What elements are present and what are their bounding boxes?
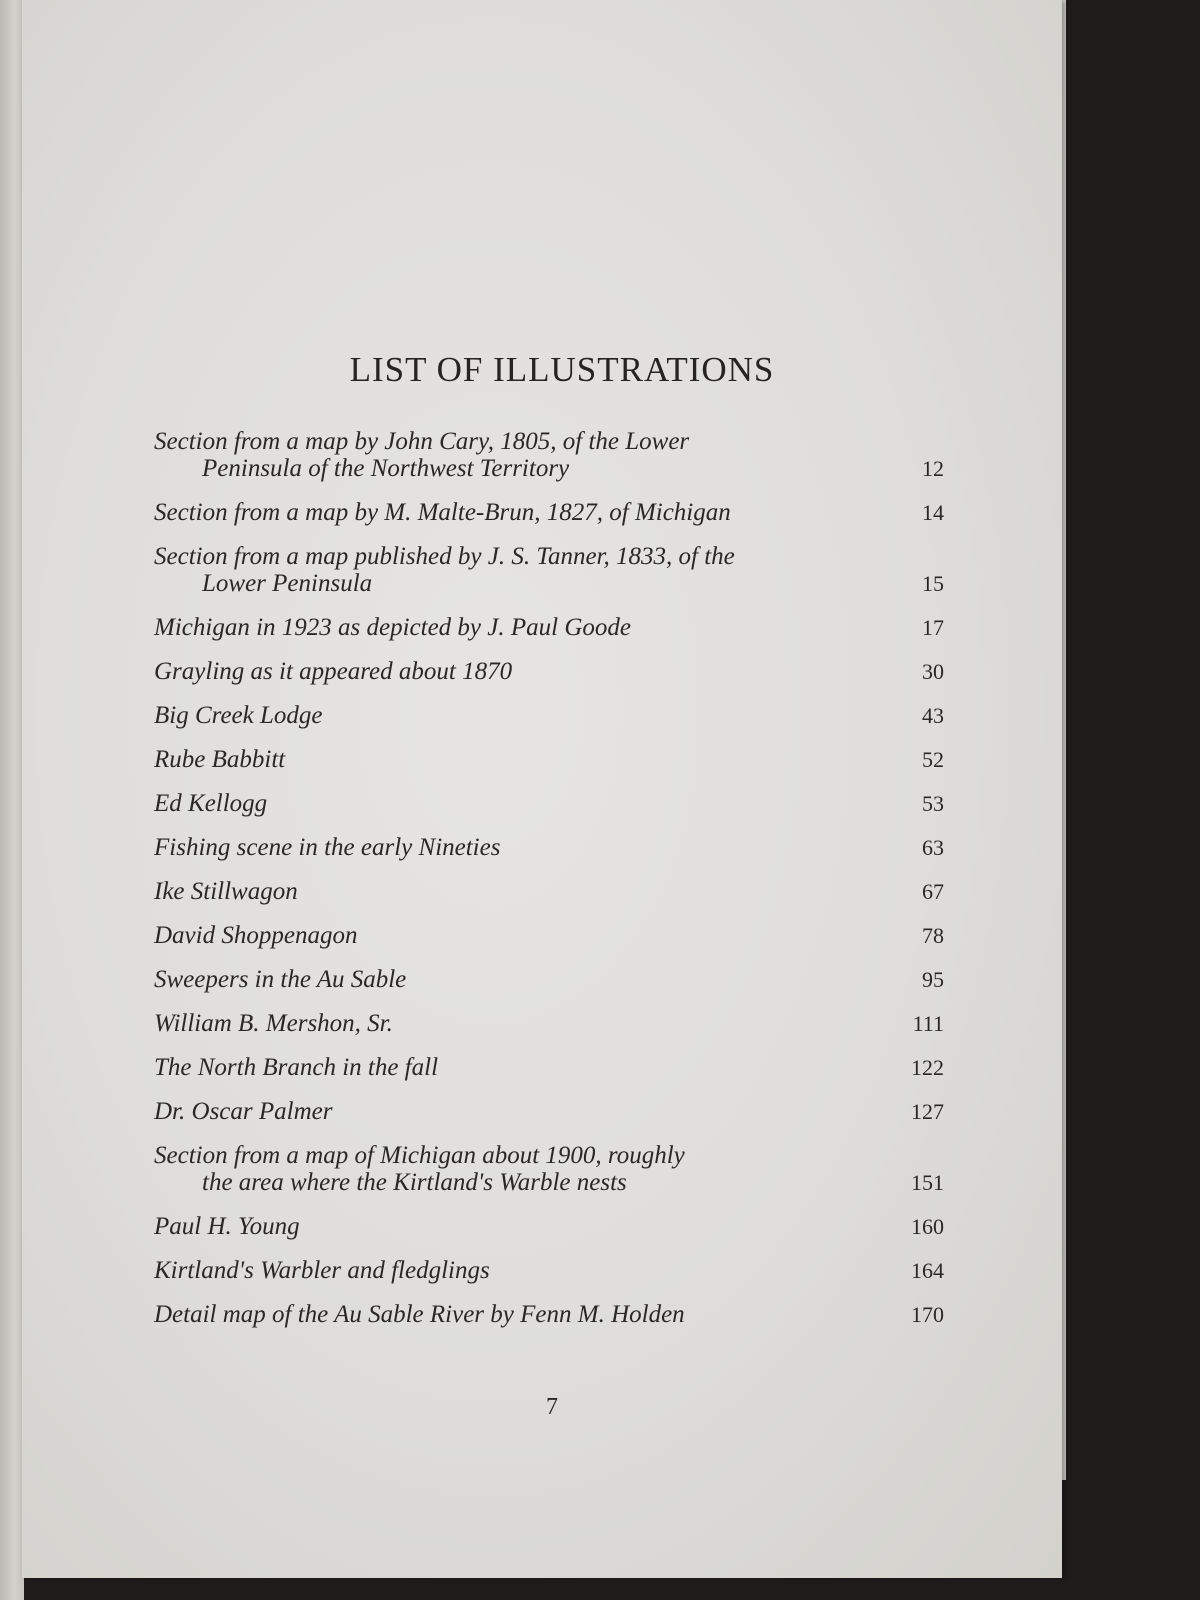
illustration-caption [154,1257,874,1284]
page-reference: 15 [922,571,944,596]
list-item [154,1257,944,1301]
list-item [154,966,944,1010]
illustration-caption [154,834,874,861]
caption-line: Dr. Oscar Palmer [154,1098,333,1125]
list-item [154,658,944,702]
page-reference: 17 [922,615,944,640]
caption-line: Big Creek Lodge [154,702,323,729]
caption-line: Michigan in 1923 as depicted by J. Paul Goode [154,614,631,641]
caption-continuation: the area where the Kirtland's Warble nests [202,1169,627,1196]
illustration-caption [154,614,874,641]
list-item [154,1213,944,1257]
page-reference: 122 [911,1055,944,1080]
caption-line: Ike Stillwagon [154,878,298,905]
caption-line: The North Branch in the fall [154,1054,439,1081]
illustration-caption [154,499,874,526]
page-reference: 160 [911,1214,944,1239]
illustration-caption [154,1054,874,1081]
book-page [22,0,1062,1578]
page-reference: 78 [922,923,944,948]
illustration-caption [154,878,874,905]
list-item [154,428,944,499]
page-reference: 151 [911,1170,944,1195]
page-reference: 43 [922,703,944,728]
page-reference: 52 [922,747,944,772]
list-item [154,746,944,790]
caption-line: Paul H. Young [154,1213,300,1240]
illustration-caption [154,922,874,949]
list-item [154,614,944,658]
illustration-caption [154,1301,874,1328]
page-reference: 30 [922,659,944,684]
illustration-caption [154,1098,874,1125]
page-title: LIST OF ILLUSTRATIONS [349,350,775,389]
page-reference: 111 [912,1011,944,1036]
list-item [154,499,944,543]
caption-continuation: Lower Peninsula [202,570,373,597]
list-item [154,878,944,922]
facing-page-edge [0,0,24,1600]
page-number: 7 [546,1394,558,1420]
illustration-caption [154,702,874,729]
caption-line: Rube Babbitt [154,746,286,773]
page-reference: 170 [911,1302,944,1327]
illustration-caption [154,543,874,597]
page-reference: 63 [922,835,944,860]
illustration-caption [154,790,874,817]
page-reference: 67 [922,879,944,904]
caption-line: Section from a map by M. Malte-Brun, 1827, of Michigan [154,499,731,526]
list-item [154,1098,944,1142]
list-item [154,702,944,746]
caption-line: Sweepers in the Au Sable [154,966,407,993]
caption-line: Section from a map by John Cary, 1805, of the Lower [154,428,690,455]
list-item [154,922,944,966]
page-reference: 127 [911,1099,944,1124]
illustration-caption [154,428,874,482]
list-item [154,543,944,614]
caption-line: Section from a map of Michigan about 1900, roughly [154,1142,685,1169]
list-item [154,790,944,834]
caption-continuation: Peninsula of the Northwest Territory [202,455,570,482]
list-item [154,1054,944,1098]
caption-line: David Shoppenagon [154,922,358,949]
caption-line: William B. Mershon, Sr. [154,1010,393,1037]
page-reference: 164 [911,1258,944,1283]
list-item [154,834,944,878]
caption-line: Fishing scene in the early Nineties [154,834,501,861]
caption-line: Grayling as it appeared about 1870 [154,658,513,685]
caption-line: Kirtland's Warbler and fledglings [154,1257,490,1284]
illustration-caption [154,1142,874,1196]
page-reference: 95 [922,967,944,992]
illustration-caption [154,1213,874,1240]
illustration-caption [154,966,874,993]
caption-line: Section from a map published by J. S. Tanner, 1833, of the [154,543,735,570]
illustration-caption [154,746,874,773]
list-item [154,1010,944,1054]
caption-line: Ed Kellogg [154,790,268,817]
page-reference: 53 [922,791,944,816]
illustration-caption [154,1010,874,1037]
caption-line: Detail map of the Au Sable River by Fenn M. Holden [154,1301,685,1328]
list-item [154,1142,944,1213]
illustration-caption [154,658,874,685]
page-reference: 14 [922,500,944,525]
illustrations-list [154,428,944,1345]
list-item [154,1301,944,1345]
page-reference: 12 [922,456,944,481]
